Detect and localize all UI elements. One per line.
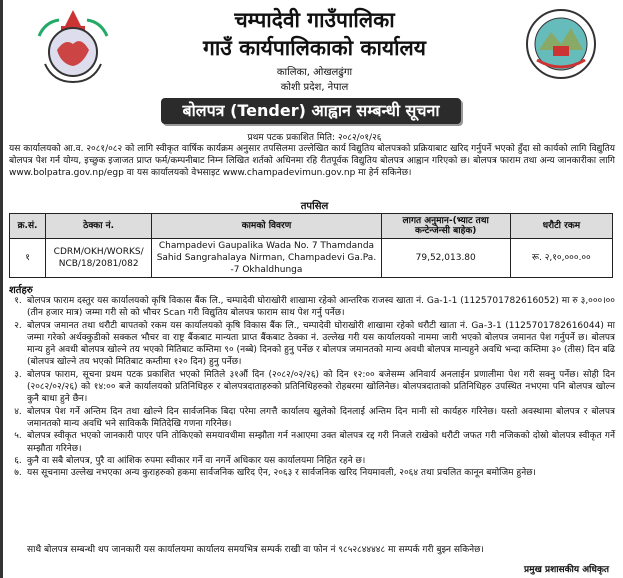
term-text: बोलपत्र स्वीकृत भएको जानकारी पाएर पनि तोकिएको समयावधीमा सम्झौता गर्न नआएमा उक्त बोलपत्र रद्द गरी निजले राखेको धरौटी जफत गरी नजिकको दोस्रो बोलपत्र स्वीकृत गर्ने सम्झौता गरिनेछ। — [27, 431, 615, 454]
term-text: बोलपत्र पेश गर्ने अन्तिम दिन तथा खोल्ने दिन सार्वजनिक बिदा परेमा लगत्तै कार्यालय खुलेको दिनलाई अन्तिम दिन मानी सो कार्यहरु गरिनेछ। यस्तो अवस्थामा बोलपत्र र बोलपत्र जमानतको मान्य अवधि भने साविककै मितिदेखि गणना गरिनेछ। — [27, 406, 615, 429]
table-row — [10, 239, 613, 278]
publish-date: प्रथम पटक प्रकाशित मिति: २०८२/०१/२६ — [247, 133, 382, 143]
term-number: ४. — [14, 406, 22, 417]
term-text: कुनै वा सबै बोलपत्र, पुरै वा आंशिक रुपमा स्वीकार गर्ने वा नगर्ने अधिकार यस कार्यालयमा निहित रहने छ। — [27, 455, 366, 466]
cell-cost: 79,52,013.80 — [381, 239, 510, 278]
list-item — [9, 406, 615, 431]
terms-title: शर्तहरु — [9, 285, 33, 296]
table-label: तपसिल — [300, 201, 329, 212]
notice-banner: बोलपत्र (Tender) आह्वान सम्बन्धी सूचना — [161, 98, 461, 124]
header-description: कामको विवरण — [152, 214, 382, 239]
term-number: ६. — [14, 455, 22, 466]
header-sn: क्र.सं. — [10, 214, 46, 239]
tender-table — [9, 213, 613, 278]
signature-title: प्रमुख प्रशासकीय अधिकृत — [523, 565, 609, 575]
office-name: गाउँ कार्यपालिकाको कार्यालय — [203, 36, 426, 60]
municipality-name: चम्पादेवी गाउँपालिका — [234, 8, 395, 32]
term-number: १. — [14, 296, 22, 306]
term-text: यस सूचनामा उल्लेख नभएका अन्य कुराहरुको हकमा सार्वजनिक खरिद ऐन, २०६३ र सार्वजनिक खरिद नियमावली, २०६४ तथा प्रचलित कानून बमोजिम हुनेछ। — [27, 468, 536, 479]
term-number: ५. — [14, 431, 22, 442]
province-line: कोशी प्रदेश, नेपाल — [280, 82, 349, 93]
list-item — [9, 320, 615, 369]
term-number: २. — [14, 320, 22, 331]
table-header-row — [10, 214, 613, 239]
list-item — [9, 455, 615, 467]
term-number: ७. — [14, 468, 22, 479]
list-item — [9, 369, 615, 406]
cell-description: Champadevi Gaupalika Wada No. 7 Thamdanda Sahid Sangrahalaya Nirman, Champadevi Ga.Pa. -7 Okhaldhunga — [152, 239, 382, 278]
header-contract: ठेक्का नं. — [46, 214, 152, 239]
cell-contract: CDRM/OKH/WORKS/ NCB/18/2081/082 — [46, 239, 152, 278]
address-line: कालिका, ओखलढुंगा — [276, 67, 353, 78]
header-cost: लागत अनुमान-(भ्याट तथा कन्टेन्जेन्सी बाहेक) — [381, 214, 510, 239]
header-deposit: धरौटी रकम — [510, 214, 612, 239]
terms-list — [9, 295, 615, 479]
list-item — [9, 430, 615, 455]
term-number: ३. — [14, 369, 22, 380]
list-item — [9, 295, 615, 320]
cell-deposit: रू. २,१०,०००.०० — [510, 239, 612, 278]
cell-sn: १ — [10, 239, 46, 278]
term-text: बोलपत्र फाराम, सूचना प्रथम पटक प्रकाशित भएको मितिले ३१औं दिन (२०८२/०२/२६) को दिन १२:०० बजेसम्म अनिवार्य अनलाईन प्रणालीमा पेश गरी सक्नु पर्नेछ। सोही दिन (२०८२/०२/२६) को १४:०० बजे कार्यालयको प्रतिनिधिहरु र बोलपत्रदाताहरुको प्रतिनिधिहरुको रोहबरमा खोलिनेछ। बोलपत्रदाताको प्रतिनिधिहरु उपस्थित नभएमा पनि बोलपत्र खोल्न कुनै बाधा हुने छैन। — [27, 369, 615, 405]
list-item — [9, 467, 615, 479]
contact-note: साथै बोलपत्र सम्बन्धी थप जानकारी यस कार्यालयमा कार्यालय समयभित्र सम्पर्क राखी वा फोन नं ९८५२८४४४४८ मा सम्पर्क गरी बुझ्न सकिनेछ। — [27, 545, 484, 555]
term-text: बोलपत्र जमानत तथा धरौटी बापतको रकम यस कार्यालयको कृषि विकास बैंक लि., चम्पादेवी घोराखोरी शाखामा रहेको धरौटी खाता नं. Ga-3-1 (1125701782616044) मा जम्मा गरेको अर्थक्कुडीको सक्कल भौचर वा राष्ट्र बैंकबाट मान्यता प्राप्त बैंकबाट ठेक्का नं. उल्लेख गरी यस कार्यालयको नाममा जारी भएको बोलपत्र जमानत पेश गर्नुपर्ने छ। बोलपत्र मान्य हुने अवधी बोलपत्र खोल्ने तय भएको मितिबाट कम्तिमा ९० (नब्बे) दिनको हुनु पर्नेछ र बोलपत्र जमानतको मान्य अवधी बोलपत्र मान्यहुने अवधि भन्दा कम्तिमा ३० (तीस) दिन बढि (बोलपत्र खोल्ने तय भएको मितिबाट कम्तीमा १२० दिन) हुनु पर्नेछ। — [27, 320, 615, 368]
intro-paragraph: यस कार्यालयको आ.व. २०८१/०८२ को लागि स्वीकृत वार्षिक कार्यक्रम अनुसार तपसिलमा उल्लेखित कार्य विद्युतिय बोलपत्रको प्रक्रियाबाट खरिद गर्नुपर्ने भएको हुँदा सो कार्यको लागि विद्युतिय बोलपत्र पेश गर्न योग्य, इच्छुक इजाजत प्राप्त फर्म/कम्पनीबाट निम्न लिखित शर्तको अधिनमा रहि रीतपूर्वक विद्युतिय बोलपत्र आह्वान गरिएको छ। बोलपत्र फाराम तथा अन्य जानकारीका लागि www.bolpatra.gov.np/egp वा यस कार्यालयको वेभसाइट www.champadevimun.gov.np मा हेर्न सकिनेछ। — [9, 144, 615, 178]
term-text: बोलपत्र फाराम दस्तुर यस कार्यालयको कृषि विकास बैंक लि., चम्पादेवी घोराखोरी शाखामा रहेको आन्तरिक राजस्व खाता नं. Ga-1-1 (1125701782616052) मा रु ३,०००।०० (तीन हजार मात्र) जम्मा गरी सो को भौचर Scan गरी विद्युतिय बोलपत्र फाराम साथ पेश गर्नु पर्नेछ। — [27, 296, 615, 319]
